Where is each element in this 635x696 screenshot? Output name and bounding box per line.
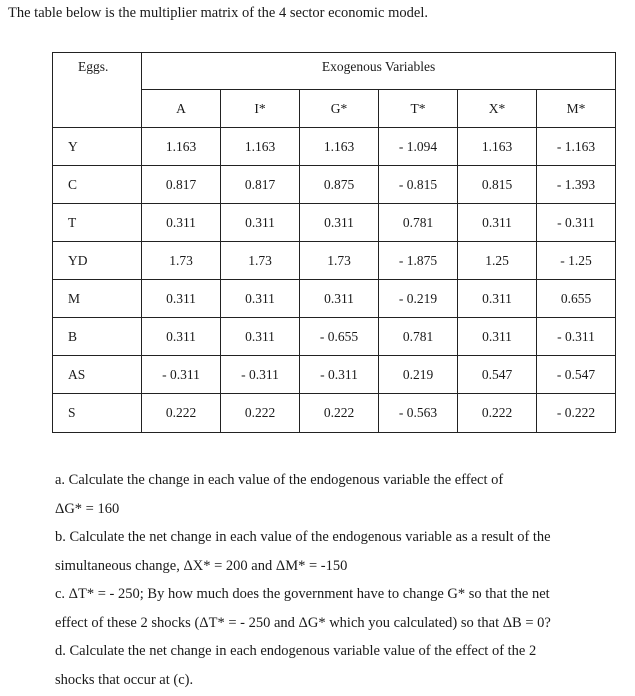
row-label: T bbox=[53, 204, 142, 242]
table-cell: 0.311 bbox=[221, 280, 300, 318]
question-line: b. Calculate the net change in each value of the endogenous variable as a result of the bbox=[55, 529, 551, 545]
table-cell: - 1.25 bbox=[537, 242, 616, 280]
column-header: G* bbox=[300, 90, 379, 128]
row-label: C bbox=[53, 166, 142, 204]
table-cell: - 1.393 bbox=[537, 166, 616, 204]
table-row bbox=[53, 242, 616, 280]
row-label: Y bbox=[53, 128, 142, 166]
table-cell: - 1.094 bbox=[379, 128, 458, 166]
row-label: S bbox=[53, 394, 142, 433]
table-cell: 0.311 bbox=[300, 204, 379, 242]
column-header: T* bbox=[379, 90, 458, 128]
table-cell: 0.311 bbox=[142, 318, 221, 356]
table-cell: 1.163 bbox=[142, 128, 221, 166]
table-cell: 0.222 bbox=[142, 394, 221, 433]
table-cell: 1.163 bbox=[300, 128, 379, 166]
intro-text: The table below is the multiplier matrix of the 4 sector economic model. bbox=[8, 5, 428, 21]
table-cell: 1.73 bbox=[300, 242, 379, 280]
multiplier-matrix-table bbox=[52, 52, 616, 433]
table-row bbox=[53, 166, 616, 204]
matrix-body bbox=[53, 128, 616, 433]
table-row bbox=[53, 204, 616, 242]
table-cell: 1.25 bbox=[458, 242, 537, 280]
question-line: a. Calculate the change in each value of the endogenous variable the effect of bbox=[55, 472, 504, 488]
table-row bbox=[53, 280, 616, 318]
table-cell: 0.655 bbox=[537, 280, 616, 318]
table-cell: 0.815 bbox=[458, 166, 537, 204]
table-cell: 0.222 bbox=[221, 394, 300, 433]
row-label: YD bbox=[53, 242, 142, 280]
column-header: A bbox=[142, 90, 221, 128]
corner-label: Eggs. bbox=[53, 53, 142, 128]
table-cell: 1.163 bbox=[221, 128, 300, 166]
table-cell: 0.311 bbox=[458, 318, 537, 356]
table-cell: 1.73 bbox=[221, 242, 300, 280]
table-row bbox=[53, 318, 616, 356]
table-cell: 0.311 bbox=[142, 204, 221, 242]
table-cell: - 0.815 bbox=[379, 166, 458, 204]
table-cell: - 1.875 bbox=[379, 242, 458, 280]
table-cell: - 0.547 bbox=[537, 356, 616, 394]
table-cell: 0.547 bbox=[458, 356, 537, 394]
table-cell: 0.311 bbox=[221, 318, 300, 356]
column-header: M* bbox=[537, 90, 616, 128]
table-cell: 0.817 bbox=[221, 166, 300, 204]
table-cell: 0.311 bbox=[300, 280, 379, 318]
table-cell: - 0.311 bbox=[537, 318, 616, 356]
table-row bbox=[53, 356, 616, 394]
table-cell: - 0.311 bbox=[537, 204, 616, 242]
table-cell: - 0.563 bbox=[379, 394, 458, 433]
table-cell: - 0.311 bbox=[221, 356, 300, 394]
table-cell: 1.73 bbox=[142, 242, 221, 280]
column-header: X* bbox=[458, 90, 537, 128]
table-cell: - 0.311 bbox=[142, 356, 221, 394]
row-label: B bbox=[53, 318, 142, 356]
table-cell: 0.781 bbox=[379, 204, 458, 242]
question-line: c. ΔT* = - 250; By how much does the government have to change G* so that the net bbox=[55, 586, 550, 602]
group-header: Exogenous Variables bbox=[142, 53, 616, 90]
question-line: effect of these 2 shocks (ΔT* = - 250 and ΔG* which you calculated) so that ΔB = 0? bbox=[55, 614, 551, 631]
question-line: simultaneous change, ΔX* = 200 and ΔM* = -150 bbox=[55, 557, 348, 574]
table-cell: - 0.222 bbox=[537, 394, 616, 433]
table-cell: 1.163 bbox=[458, 128, 537, 166]
table-cell: 0.311 bbox=[458, 280, 537, 318]
table-row bbox=[53, 128, 616, 166]
table-cell: - 0.311 bbox=[300, 356, 379, 394]
question-line: d. Calculate the net change in each endogenous variable value of the effect of the 2 bbox=[55, 643, 537, 659]
question-line: shocks that occur at (c). bbox=[55, 671, 194, 688]
table-cell: 0.781 bbox=[379, 318, 458, 356]
questions-block bbox=[55, 466, 615, 694]
table-cell: 0.311 bbox=[142, 280, 221, 318]
table-cell: 0.219 bbox=[379, 356, 458, 394]
table-cell: 0.222 bbox=[300, 394, 379, 433]
table-row bbox=[53, 394, 616, 433]
table-cell: 0.875 bbox=[300, 166, 379, 204]
row-label: AS bbox=[53, 356, 142, 394]
table-cell: 0.311 bbox=[458, 204, 537, 242]
column-header: I* bbox=[221, 90, 300, 128]
table-cell: - 0.655 bbox=[300, 318, 379, 356]
table-cell: 0.817 bbox=[142, 166, 221, 204]
table-cell: - 0.219 bbox=[379, 280, 458, 318]
table-cell: - 1.163 bbox=[537, 128, 616, 166]
table-cell: 0.222 bbox=[458, 394, 537, 433]
question-line: ΔG* = 160 bbox=[55, 500, 120, 517]
table-cell: 0.311 bbox=[221, 204, 300, 242]
row-label: M bbox=[53, 280, 142, 318]
